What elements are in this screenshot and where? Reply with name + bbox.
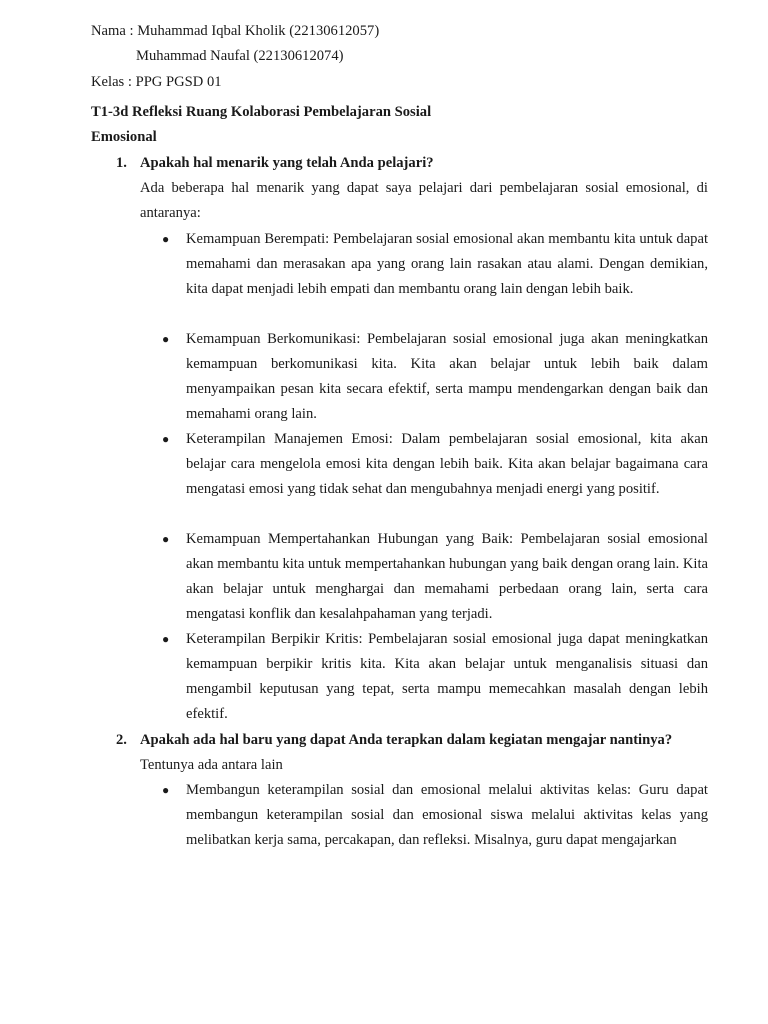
section-1-number: 1. xyxy=(116,155,127,171)
section-1-question: Apakah hal menarik yang telah Anda pelajari? xyxy=(140,155,434,171)
section-1-bullet-1: Kemampuan Berempati: Pembelajaran sosial emosional akan membantu kita untuk dapat memahami dan merasakan apa yang orang lain rasakan atau alami. Dengan demikian, kita dapat menjadi lebih empati dan membantu orang lain dengan lebih baik. xyxy=(186,231,708,297)
section-2-question: Apakah ada hal baru yang dapat Anda terapkan dalam kegiatan mengajar nantinya? xyxy=(140,732,673,748)
bullet-icon: ● xyxy=(162,632,170,646)
bullet-icon: ● xyxy=(162,532,170,546)
section-1-bullet-5: Keterampilan Berpikir Kritis: Pembelajaran sosial emosional juga dapat meningkatkan kemampuan berpikir kritis kita. Kita akan belajar untuk menganalisis situasi dan mengambil keputusan yang tepat, serta mampu memecahkan masalah dengan lebih efektif. xyxy=(186,631,708,722)
section-1-bullet-3: Keterampilan Manajemen Emosi: Dalam pembelajaran sosial emosional, kita akan belajar cara mengelola emosi kita dengan lebih baik. Kita akan belajar bagaimana cara mengatasi emosi yang tidak sehat dan mengubahnya menjadi energi yang positif. xyxy=(186,431,708,497)
document-title-continued: Emosional xyxy=(91,129,157,145)
nama-line: Nama : Muhammad Iqbal Kholik (22130612057) xyxy=(91,23,380,39)
section-2-bullet-1: Membangun keterampilan sosial dan emosional melalui aktivitas kelas: Guru dapat membangun keterampilan sosial dan emosional siswa melalui aktivitas kelas yang melibatkan kerja sama, percakapan, dan refleksi. Misalnya, guru dapat mengajarkan xyxy=(186,782,708,848)
bullet-icon: ● xyxy=(162,783,170,797)
section-2-intro: Tentunya ada antara lain xyxy=(140,757,283,773)
section-1-bullet-2: Kemampuan Berkomunikasi: Pembelajaran sosial emosional juga akan meningkatkan kemampuan berkomunikasi kita. Kita akan belajar untuk lebih baik dalam menyampaikan pesan kita secara efektif, serta mampu mendengarkan dengan baik dan memahami orang lain. xyxy=(186,331,708,422)
kelas-line: Kelas : PPG PGSD 01 xyxy=(91,74,222,90)
bullet-icon: ● xyxy=(162,232,170,246)
bullet-icon: ● xyxy=(162,432,170,446)
section-1-intro: Ada beberapa hal menarik yang dapat saya pelajari dari pembelajaran sosial emosional, di antaranya: xyxy=(140,180,708,221)
document-title: T1-3d Refleksi Ruang Kolaborasi Pembelajaran Sosial xyxy=(91,104,432,120)
section-2-number: 2. xyxy=(116,732,127,748)
section-1-bullet-4: Kemampuan Mempertahankan Hubungan yang Baik: Pembelajaran sosial emosional akan membantu kita untuk mempertahankan hubungan yang baik dengan orang lain. Kita akan belajar untuk menghargai dan memahami perbedaan orang lain, serta cara mengatasi konflik dan kesalahpahaman yang terjadi. xyxy=(186,531,708,622)
bullet-icon: ● xyxy=(162,332,170,346)
second-name-line: Muhammad Naufal (22130612074) xyxy=(136,48,344,64)
